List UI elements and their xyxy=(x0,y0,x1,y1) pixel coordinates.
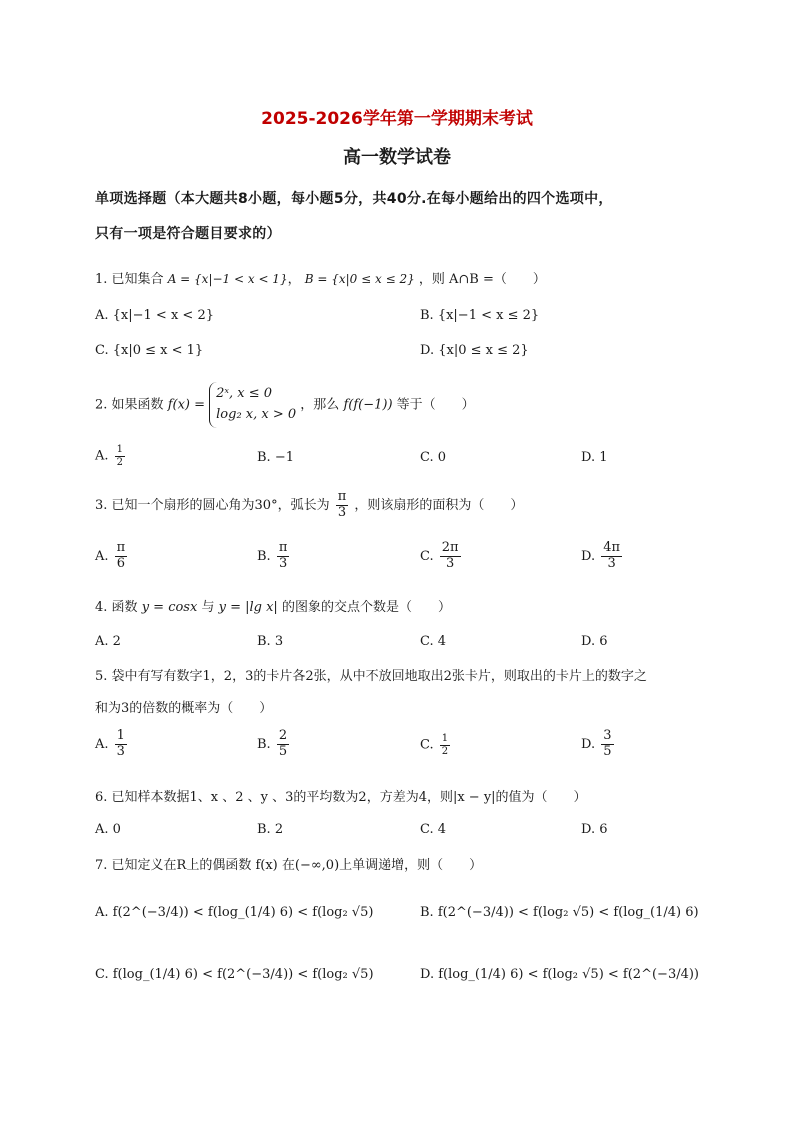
q3-option-d-num: 4π xyxy=(603,540,621,555)
q5-option-a xyxy=(95,729,129,760)
q7-option-c: C. f(log_(1/4) 6) < f(2^(−3/4)) < f(log₂ √5) xyxy=(95,967,374,982)
q1-option-d: D. {x|0 ≤ x ≤ 2} xyxy=(420,343,529,358)
q6-option-b: B. 2 xyxy=(257,822,284,837)
q5-option-d-den: 5 xyxy=(603,743,612,759)
q5-option-a-label: A. xyxy=(95,736,109,752)
q3-lead: 3. 已知一个扇形的圆心角为30°，弧长为 xyxy=(95,497,330,513)
q3-option-c-label: C. xyxy=(420,548,434,564)
q5-option-d-num: 3 xyxy=(603,728,612,743)
q3-tail: ，则该扇形的面积为（ ） xyxy=(354,497,524,513)
q3-option-b-fraction xyxy=(277,541,290,572)
q3-option-b-den: 3 xyxy=(278,555,288,571)
q5-option-b-fraction xyxy=(277,729,289,760)
q5-option-c-fraction xyxy=(440,733,450,757)
question-6: 6. 已知样本数据1、x 、2 、y 、3的平均数为2，方差为4，则|x − y|的值为（ ） xyxy=(95,790,587,805)
q4-mid: 与 xyxy=(201,600,215,615)
q2-option-b: B. −1 xyxy=(257,450,294,465)
q7-option-b: B. f(2^(−3/4)) < f(log₂ √5) < f(log_(1/4) 6) xyxy=(420,905,699,920)
q1-sep: ， xyxy=(287,272,301,287)
q2-lead: 2. 如果函数 xyxy=(95,397,164,413)
q5-option-c xyxy=(420,733,452,757)
q1-set-a: A = {x|−1 < x < 1} xyxy=(167,272,288,286)
q3-option-a-num: π xyxy=(116,540,126,555)
q2-option-a xyxy=(95,444,127,468)
q3-option-d xyxy=(581,541,624,572)
q2-fx: f(x) = xyxy=(167,397,205,413)
q5-option-c-label: C. xyxy=(420,737,434,753)
q4-option-c: C. 4 xyxy=(420,634,447,649)
q3-option-b xyxy=(257,541,291,572)
q1-option-c: C. {x|0 ≤ x < 1} xyxy=(95,343,204,358)
q2-option-a-label: A. xyxy=(95,448,109,464)
q5-option-b-label: B. xyxy=(257,736,271,752)
q5-option-d-fraction xyxy=(601,729,613,760)
q7-option-d: D. f(log_(1/4) 6) < f(log₂ √5) < f(2^(−3/4)) xyxy=(420,967,700,982)
q3-option-d-label: D. xyxy=(581,548,596,564)
q5-option-c-den: 2 xyxy=(441,745,449,757)
q3-option-c-den: 3 xyxy=(446,555,455,571)
q5-option-b xyxy=(257,729,291,760)
q3-option-a-label: A. xyxy=(95,548,109,564)
q4-option-a: A. 2 xyxy=(95,634,121,649)
q4-tail: 的图象的交点个数是（ ） xyxy=(281,600,451,615)
q5-option-c-num: 1 xyxy=(441,733,449,744)
q5-option-d-label: D. xyxy=(581,736,596,752)
q2-case-2: log₂ x, x > 0 xyxy=(216,406,297,422)
exam-title: 2025-2026学年第一学期期末考试 xyxy=(261,109,533,129)
section-heading-line2: 只有一项是符合题目要求的） xyxy=(95,226,281,242)
q1-option-a: A. {x|−1 < x < 2} xyxy=(95,308,214,323)
q3-arc-fraction xyxy=(336,490,349,521)
q6-option-c: C. 4 xyxy=(420,822,447,837)
question-5-line-2: 和为3的倍数的概率为（ ） xyxy=(95,701,273,716)
q3-option-c xyxy=(420,541,463,572)
question-4 xyxy=(95,596,451,615)
q3-option-a-den: 6 xyxy=(116,555,126,571)
q5-option-b-num: 2 xyxy=(278,728,288,743)
q3-option-a xyxy=(95,541,129,572)
q2-piecewise xyxy=(209,382,296,428)
q1-lead: 1. 已知集合 xyxy=(95,272,164,287)
q2-expr: f(f(−1)) xyxy=(343,397,393,413)
q2-option-d: D. 1 xyxy=(581,450,608,465)
q3-arc-den: 3 xyxy=(337,504,347,520)
q4-option-d: D. 6 xyxy=(581,634,608,649)
q1-tail: ，则 A∩B =（ ） xyxy=(418,272,546,287)
q2-tail: 等于（ ） xyxy=(396,397,475,413)
q5-option-a-den: 3 xyxy=(116,743,125,759)
section-heading-line1: 单项选择题（本大题共8小题，每小题5分，共40分.在每小题给出的四个选项中， xyxy=(95,191,613,207)
q4-lead: 4. 函数 xyxy=(95,600,138,615)
q5-option-a-fraction xyxy=(115,729,127,760)
question-2 xyxy=(95,382,475,428)
q3-option-d-fraction xyxy=(601,541,622,572)
q1-set-b: B = {x|0 ≤ x ≤ 2} xyxy=(304,272,415,286)
q4-func-1: y = cosx xyxy=(141,600,198,615)
q2-option-a-den: 2 xyxy=(116,456,124,468)
q3-option-c-num: 2π xyxy=(441,540,459,555)
q2-option-a-fraction xyxy=(115,444,125,468)
q2-option-a-num: 1 xyxy=(116,444,124,455)
q7-option-a: A. f(2^(−3/4)) < f(log_(1/4) 6) < f(log₂ √5) xyxy=(95,905,374,920)
q2-mid: ，那么 xyxy=(300,397,340,413)
q3-option-c-fraction xyxy=(440,541,461,572)
q3-option-a-fraction xyxy=(115,541,128,572)
q2-option-c: C. 0 xyxy=(420,450,447,465)
q6-option-a: A. 0 xyxy=(95,822,121,837)
question-3 xyxy=(95,490,523,521)
exam-subtitle: 高一数学试卷 xyxy=(343,147,451,168)
q2-case-1: 2ˣ, x ≤ 0 xyxy=(216,386,273,401)
q1-option-b: B. {x|−1 < x ≤ 2} xyxy=(420,308,540,323)
question-7: 7. 已知定义在R上的偶函数 f(x) 在(−∞,0)上单调递增，则（ ） xyxy=(95,858,483,873)
question-1 xyxy=(95,268,546,287)
q3-arc-num: π xyxy=(337,489,347,504)
q5-option-b-den: 5 xyxy=(278,743,288,759)
question-5-line-1: 5. 袋中有写有数字1，2，3的卡片各2张，从中不放回地取出2张卡片，则取出的卡片上的数字之 xyxy=(95,669,647,684)
q5-option-a-num: 1 xyxy=(116,728,125,743)
q3-option-b-num: π xyxy=(278,540,288,555)
q3-option-b-label: B. xyxy=(257,548,271,564)
q3-option-d-den: 3 xyxy=(607,555,616,571)
q6-option-d: D. 6 xyxy=(581,822,608,837)
q5-option-d xyxy=(581,729,616,760)
q4-option-b: B. 3 xyxy=(257,634,284,649)
q4-func-2: y = |lg x| xyxy=(218,600,278,615)
